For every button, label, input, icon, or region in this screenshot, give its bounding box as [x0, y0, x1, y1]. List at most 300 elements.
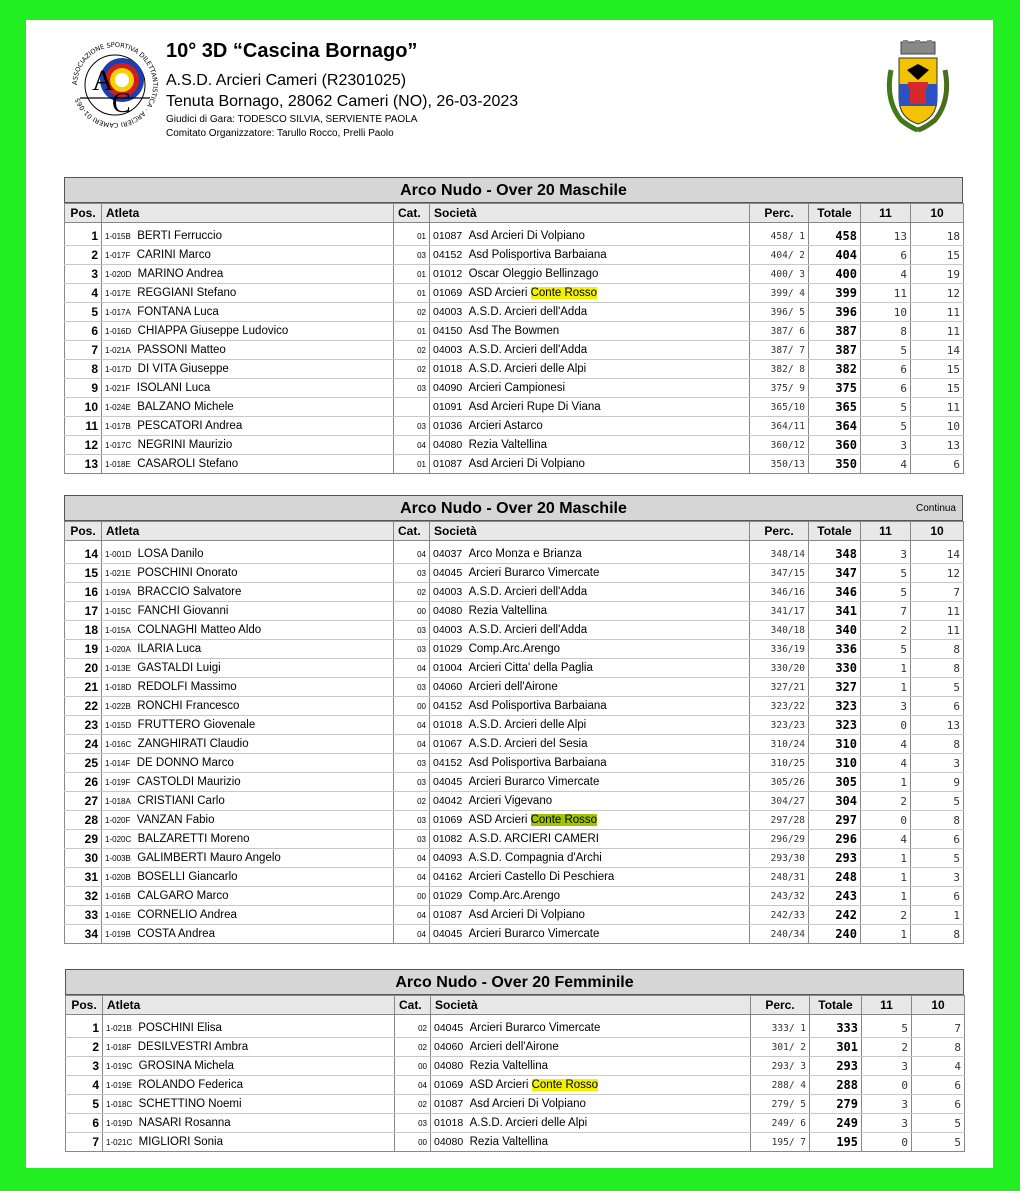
position-cell: 24 — [65, 735, 102, 754]
count-11-cell: 6 — [861, 246, 911, 265]
results-table — [64, 203, 964, 474]
table-row — [65, 246, 964, 265]
category-cell: 01 — [394, 455, 430, 474]
athlete-code: 1-013E — [105, 664, 131, 673]
count-11-header: 11 — [861, 522, 911, 541]
club-name: Arcieri dell'Airone — [469, 1041, 559, 1053]
svg-text:A: A — [92, 64, 114, 97]
count-10-cell: 8 — [911, 925, 964, 944]
athlete-cell — [102, 322, 394, 341]
rank-cell: 310/24 — [750, 735, 809, 754]
committee-line: Comitato Organizzatore: Tarullo Rocco, Prelli Paolo — [166, 128, 394, 139]
athlete-code: 1-015B — [105, 232, 131, 241]
club-cell — [430, 341, 750, 360]
total-cell: 310 — [809, 735, 861, 754]
club-cell — [431, 1076, 751, 1095]
count-11-cell: 6 — [861, 379, 911, 398]
table-row — [66, 1095, 965, 1114]
athlete-name: NEGRINI Maurizio — [137, 439, 233, 451]
club-cell — [430, 792, 750, 811]
athlete-cell — [102, 564, 394, 583]
table-row — [65, 811, 964, 830]
total-cell: 288 — [810, 1076, 862, 1095]
count-10-cell: 15 — [911, 360, 964, 379]
athlete-cell — [102, 227, 394, 246]
club-name: A.S.D. Arcieri dell'Adda — [468, 306, 588, 318]
count-10-cell: 5 — [911, 792, 964, 811]
club-name: ASD Arcieri — [468, 287, 531, 299]
athlete-name: CALGARO Marco — [137, 890, 229, 902]
count-11-cell: 4 — [861, 455, 911, 474]
club-code: 01069 — [433, 287, 463, 299]
club-name: Oscar Oleggio Bellinzago — [468, 268, 599, 280]
category-cell: 03 — [395, 1114, 431, 1133]
position-cell: 2 — [66, 1038, 103, 1057]
continued-note: Continua — [915, 503, 956, 514]
count-10-cell: 12 — [911, 284, 964, 303]
club-code: 01004 — [433, 662, 463, 674]
total-cell: 323 — [809, 716, 861, 735]
club-cell — [430, 455, 750, 474]
rank-cell: 387/ 7 — [750, 341, 809, 360]
club-code: 01069 — [434, 1079, 464, 1091]
position-cell: 1 — [66, 1019, 103, 1038]
rank-cell: 404/ 2 — [750, 246, 809, 265]
count-10-cell: 11 — [911, 621, 964, 640]
total-cell: 323 — [809, 697, 861, 716]
club-cell — [430, 398, 750, 417]
count-11-cell: 3 — [862, 1114, 912, 1133]
athlete-name: REDOLFI Massimo — [137, 681, 237, 693]
athlete-name: GROSINA Michela — [138, 1060, 234, 1072]
count-11-cell: 0 — [861, 811, 911, 830]
club-cell — [430, 436, 750, 455]
rank-cell: 458/ 1 — [750, 227, 809, 246]
results-page — [26, 20, 993, 1168]
rank-cell: 301/ 2 — [751, 1038, 810, 1057]
rank-cell: 305/26 — [750, 773, 809, 792]
position-cell: 7 — [66, 1133, 103, 1152]
athlete-code: 1-020A — [105, 645, 131, 654]
athlete-name: NASARI Rosanna — [138, 1117, 231, 1129]
athlete-cell — [102, 246, 394, 265]
count-11-header: 11 — [862, 996, 912, 1015]
total-cell: 387 — [809, 341, 861, 360]
position-cell: 6 — [66, 1114, 103, 1133]
athlete-name: BALZARETTI Moreno — [137, 833, 250, 845]
category-cell: 02 — [394, 360, 430, 379]
table-row — [65, 583, 964, 602]
athlete-cell — [102, 621, 394, 640]
club-name: A.S.D. Arcieri dell'Adda — [468, 344, 588, 356]
count-10-cell: 5 — [912, 1133, 965, 1152]
athlete-name: CARINI Marco — [136, 249, 211, 261]
athlete-name: CORNELIO Andrea — [137, 909, 237, 921]
athlete-code: 1-015A — [105, 626, 131, 635]
count-10-cell: 1 — [911, 906, 964, 925]
club-cell — [430, 284, 750, 303]
results-section-1 — [64, 177, 963, 474]
rank-cell: 336/19 — [750, 640, 809, 659]
club-code: 04080 — [433, 439, 463, 451]
table-row — [65, 322, 964, 341]
count-10-cell: 5 — [912, 1114, 965, 1133]
count-10-cell: 8 — [911, 659, 964, 678]
table-row — [65, 830, 964, 849]
club-name-highlight: Conte Rosso — [530, 287, 598, 299]
athlete-name: COLNAGHI Matteo Aldo — [137, 624, 262, 636]
count-10-cell: 11 — [911, 303, 964, 322]
total-cell: 360 — [809, 436, 861, 455]
club-header: Società — [430, 522, 750, 541]
count-11-cell: 4 — [861, 265, 911, 284]
count-11-cell: 1 — [861, 659, 911, 678]
table-row — [65, 868, 964, 887]
rank-cell: 297/28 — [750, 811, 809, 830]
count-11-cell: 2 — [861, 621, 911, 640]
athlete-code: 1-020B — [105, 873, 131, 882]
table-row — [65, 360, 964, 379]
total-cell: 336 — [809, 640, 861, 659]
total-cell: 249 — [810, 1114, 862, 1133]
category-cell: 04 — [394, 659, 430, 678]
count-10-cell: 9 — [911, 773, 964, 792]
table-row — [66, 1038, 965, 1057]
pos-header: Pos. — [65, 204, 102, 223]
athlete-cell — [102, 303, 394, 322]
count-10-cell: 6 — [912, 1095, 965, 1114]
club-name: ASD Arcieri — [468, 814, 531, 826]
club-code: 04045 — [433, 928, 463, 940]
club-code: 04080 — [434, 1136, 464, 1148]
club-name: Rezia Valtellina — [469, 1060, 549, 1072]
club-cell — [430, 716, 750, 735]
athlete-name: GALIMBERTI Mauro Angelo — [137, 852, 281, 864]
club-cell — [431, 1133, 751, 1152]
total-cell: 243 — [809, 887, 861, 906]
athlete-cell — [102, 545, 394, 564]
club-name: Asd Arcieri Di Volpiano — [469, 1098, 586, 1110]
club-code: 01029 — [433, 643, 463, 655]
count-10-cell: 8 — [911, 735, 964, 754]
club-code: 01091 — [433, 401, 463, 413]
club-cell — [430, 545, 750, 564]
rank-cell: 288/ 4 — [751, 1076, 810, 1095]
athlete-name: ZANGHIRATI Claudio — [137, 738, 249, 750]
category-cell: 03 — [394, 379, 430, 398]
athlete-code: 1-019D — [106, 1119, 133, 1128]
club-code: 01018 — [434, 1117, 464, 1129]
total-cell: 293 — [809, 849, 861, 868]
club-name: Comp.Arc.Arengo — [468, 890, 560, 902]
category-cell: 01 — [394, 322, 430, 341]
club-code: 01087 — [433, 909, 463, 921]
table-row — [66, 1133, 965, 1152]
table-row — [65, 602, 964, 621]
athlete-code: 1-014F — [105, 759, 131, 768]
count-11-cell: 2 — [861, 906, 911, 925]
club-cell — [430, 811, 750, 830]
club-code: 04162 — [433, 871, 463, 883]
position-cell: 12 — [65, 436, 102, 455]
club-name: Asd Arcieri Di Volpiano — [468, 909, 585, 921]
athlete-name: CHIAPPA Giuseppe Ludovico — [137, 325, 289, 337]
category-cell: 03 — [394, 773, 430, 792]
count-11-cell: 3 — [861, 545, 911, 564]
rank-header: Perc. — [750, 204, 809, 223]
club-code: 04045 — [433, 567, 463, 579]
athlete-name: MARINO Andrea — [137, 268, 224, 280]
count-11-cell: 1 — [861, 773, 911, 792]
table-row — [65, 417, 964, 436]
count-11-cell: 1 — [861, 678, 911, 697]
club-cell — [430, 360, 750, 379]
total-cell: 365 — [809, 398, 861, 417]
header-row — [66, 996, 965, 1015]
rank-cell: 387/ 6 — [750, 322, 809, 341]
header-row — [65, 522, 964, 541]
count-10-cell: 11 — [911, 322, 964, 341]
position-cell: 11 — [65, 417, 102, 436]
club-code: 04037 — [433, 548, 463, 560]
table-row — [65, 284, 964, 303]
table-row — [65, 659, 964, 678]
rank-cell: 340/18 — [750, 621, 809, 640]
category-cell: 00 — [395, 1057, 431, 1076]
category-cell: 02 — [394, 341, 430, 360]
count-10-cell: 12 — [911, 564, 964, 583]
club-cell — [431, 1038, 751, 1057]
count-11-cell: 5 — [861, 640, 911, 659]
judges-line: Giudici di Gara: TODESCO SILVIA, SERVIENTE PAOLA — [166, 114, 418, 125]
rank-cell: 293/ 3 — [751, 1057, 810, 1076]
athlete-cell — [102, 360, 394, 379]
athlete-cell — [102, 341, 394, 360]
athlete-code: 1-020F — [105, 816, 131, 825]
club-name: Arcieri dell'Airone — [468, 681, 558, 693]
athlete-code: 1-016C — [105, 740, 132, 749]
rank-cell: 330/20 — [750, 659, 809, 678]
position-cell: 31 — [65, 868, 102, 887]
count-10-header: 10 — [912, 996, 965, 1015]
athlete-name: CRISTIANI Carlo — [137, 795, 225, 807]
count-10-cell: 11 — [911, 602, 964, 621]
total-cell: 382 — [809, 360, 861, 379]
total-cell: 341 — [809, 602, 861, 621]
count-11-cell: 1 — [861, 849, 911, 868]
rank-cell: 296/29 — [750, 830, 809, 849]
total-cell: 310 — [809, 754, 861, 773]
club-code: 04080 — [434, 1060, 464, 1072]
club-cell — [430, 906, 750, 925]
count-10-cell: 4 — [912, 1057, 965, 1076]
header-row — [65, 204, 964, 223]
count-11-cell: 4 — [861, 754, 911, 773]
rank-cell: 248/31 — [750, 868, 809, 887]
athlete-code: 1-021A — [105, 346, 131, 355]
athlete-code: 1-016D — [105, 327, 132, 336]
rank-cell: 279/ 5 — [751, 1095, 810, 1114]
position-cell: 22 — [65, 697, 102, 716]
club-name: A.S.D. Arcieri delle Alpi — [468, 363, 587, 375]
rank-cell: 240/34 — [750, 925, 809, 944]
category-cell: 04 — [394, 735, 430, 754]
total-cell: 293 — [810, 1057, 862, 1076]
rank-cell: 382/ 8 — [750, 360, 809, 379]
position-cell: 5 — [66, 1095, 103, 1114]
position-cell: 28 — [65, 811, 102, 830]
count-10-header: 10 — [911, 522, 964, 541]
position-cell: 4 — [66, 1076, 103, 1095]
club-name: A.S.D. Arcieri dell'Adda — [468, 586, 588, 598]
club-cell — [430, 246, 750, 265]
club-code: 04152 — [433, 249, 463, 261]
total-cell: 340 — [809, 621, 861, 640]
count-11-cell: 0 — [862, 1076, 912, 1095]
athlete-code: 1-021B — [106, 1024, 132, 1033]
count-11-cell: 5 — [862, 1019, 912, 1038]
athlete-code: 1-021C — [106, 1138, 133, 1147]
position-cell: 2 — [65, 246, 102, 265]
athlete-name: POSCHINI Elisa — [138, 1022, 222, 1034]
position-cell: 18 — [65, 621, 102, 640]
athlete-code: 1-018D — [105, 683, 132, 692]
count-11-cell: 13 — [861, 227, 911, 246]
athlete-name: ISOLANI Luca — [136, 382, 211, 394]
total-cell: 387 — [809, 322, 861, 341]
club-name: A.S.D. Arcieri dell'Adda — [468, 624, 588, 636]
count-10-cell: 14 — [911, 545, 964, 564]
category-cell: 04 — [394, 716, 430, 735]
table-row — [65, 227, 964, 246]
category-cell: 02 — [394, 303, 430, 322]
club-name: A.S.D. Arcieri del Sesia — [468, 738, 588, 750]
athlete-cell — [102, 678, 394, 697]
category-cell — [394, 398, 430, 417]
category-cell: 01 — [394, 227, 430, 246]
athlete-code: 1-024E — [105, 403, 131, 412]
rank-cell: 399/ 4 — [750, 284, 809, 303]
total-cell: 399 — [809, 284, 861, 303]
count-11-cell: 3 — [861, 436, 911, 455]
total-cell: 242 — [809, 906, 861, 925]
count-10-cell: 15 — [911, 246, 964, 265]
athlete-code: 1-015D — [105, 721, 132, 730]
club-name: Arcieri Vigevano — [468, 795, 553, 807]
club-code: 04003 — [433, 344, 463, 356]
count-11-cell: 5 — [861, 564, 911, 583]
club-name: Asd Arcieri Rupe Di Viana — [468, 401, 601, 413]
athlete-cell — [102, 849, 394, 868]
club-name: Rezia Valtellina — [469, 1136, 549, 1148]
athlete-cell — [103, 1114, 395, 1133]
athlete-code: 1-019B — [105, 930, 131, 939]
position-cell: 3 — [65, 265, 102, 284]
position-cell: 34 — [65, 925, 102, 944]
rank-cell: 348/14 — [750, 545, 809, 564]
count-11-cell: 2 — [861, 792, 911, 811]
count-11-cell: 1 — [861, 925, 911, 944]
athlete-code: 1-021E — [105, 569, 131, 578]
athlete-name: LOSA Danilo — [137, 548, 204, 560]
rank-cell: 323/23 — [750, 716, 809, 735]
position-cell: 23 — [65, 716, 102, 735]
results-table — [64, 521, 964, 944]
club-cell — [430, 621, 750, 640]
category-cell: 03 — [394, 754, 430, 773]
position-cell: 6 — [65, 322, 102, 341]
club-name: Arcieri Astarco — [468, 420, 543, 432]
athlete-cell — [102, 773, 394, 792]
club-cell — [430, 887, 750, 906]
position-cell: 14 — [65, 545, 102, 564]
results-table — [65, 995, 965, 1152]
total-cell: 348 — [809, 545, 861, 564]
section-title: Arco Nudo - Over 20 Maschile — [64, 177, 963, 203]
athlete-code: 1-017E — [105, 289, 131, 298]
position-cell: 7 — [65, 341, 102, 360]
athlete-code: 1-018E — [105, 460, 131, 469]
club-name: Asd Arcieri Di Volpiano — [468, 458, 585, 470]
athlete-cell — [102, 659, 394, 678]
total-cell: 297 — [809, 811, 861, 830]
count-10-cell: 7 — [911, 583, 964, 602]
rank-cell: 304/27 — [750, 792, 809, 811]
club-name: Arcieri Citta' della Paglia — [468, 662, 593, 674]
total-cell: 195 — [810, 1133, 862, 1152]
club-cell — [430, 678, 750, 697]
count-10-header: 10 — [911, 204, 964, 223]
total-cell: 375 — [809, 379, 861, 398]
category-cell: 04 — [394, 849, 430, 868]
table-row — [65, 697, 964, 716]
position-cell: 1 — [65, 227, 102, 246]
athlete-name: FONTANA Luca — [137, 306, 219, 318]
count-10-cell: 3 — [911, 754, 964, 773]
athlete-code: 1-019F — [105, 778, 131, 787]
section-title: Arco Nudo - Over 20 Femminile — [65, 969, 964, 995]
rank-cell: 350/13 — [750, 455, 809, 474]
category-cell: 03 — [394, 246, 430, 265]
coat-of-arms-icon — [881, 40, 955, 136]
athlete-code: 1-016B — [105, 892, 131, 901]
position-cell: 9 — [65, 379, 102, 398]
club-cell — [430, 322, 750, 341]
club-code: 04003 — [433, 306, 463, 318]
count-10-cell: 7 — [912, 1019, 965, 1038]
rank-cell: 346/16 — [750, 583, 809, 602]
category-cell: 04 — [394, 906, 430, 925]
count-11-cell: 10 — [861, 303, 911, 322]
athlete-header: Atleta — [102, 204, 394, 223]
club-code: 01012 — [433, 268, 463, 280]
organizer-club: A.S.D. Arcieri Cameri (R2301025) — [166, 72, 407, 89]
category-cell: 04 — [394, 925, 430, 944]
club-cell — [430, 227, 750, 246]
athlete-code: 1-018F — [106, 1043, 132, 1052]
total-cell: 240 — [809, 925, 861, 944]
athlete-code: 1-020C — [105, 835, 132, 844]
count-11-cell: 3 — [862, 1057, 912, 1076]
count-11-cell: 3 — [862, 1095, 912, 1114]
athlete-code: 1-018C — [106, 1100, 133, 1109]
athlete-name: PASSONI Matteo — [137, 344, 226, 356]
rank-cell: 364/11 — [750, 417, 809, 436]
category-cell: 02 — [394, 583, 430, 602]
rank-cell: 347/15 — [750, 564, 809, 583]
position-cell: 17 — [65, 602, 102, 621]
club-code: 04060 — [433, 681, 463, 693]
